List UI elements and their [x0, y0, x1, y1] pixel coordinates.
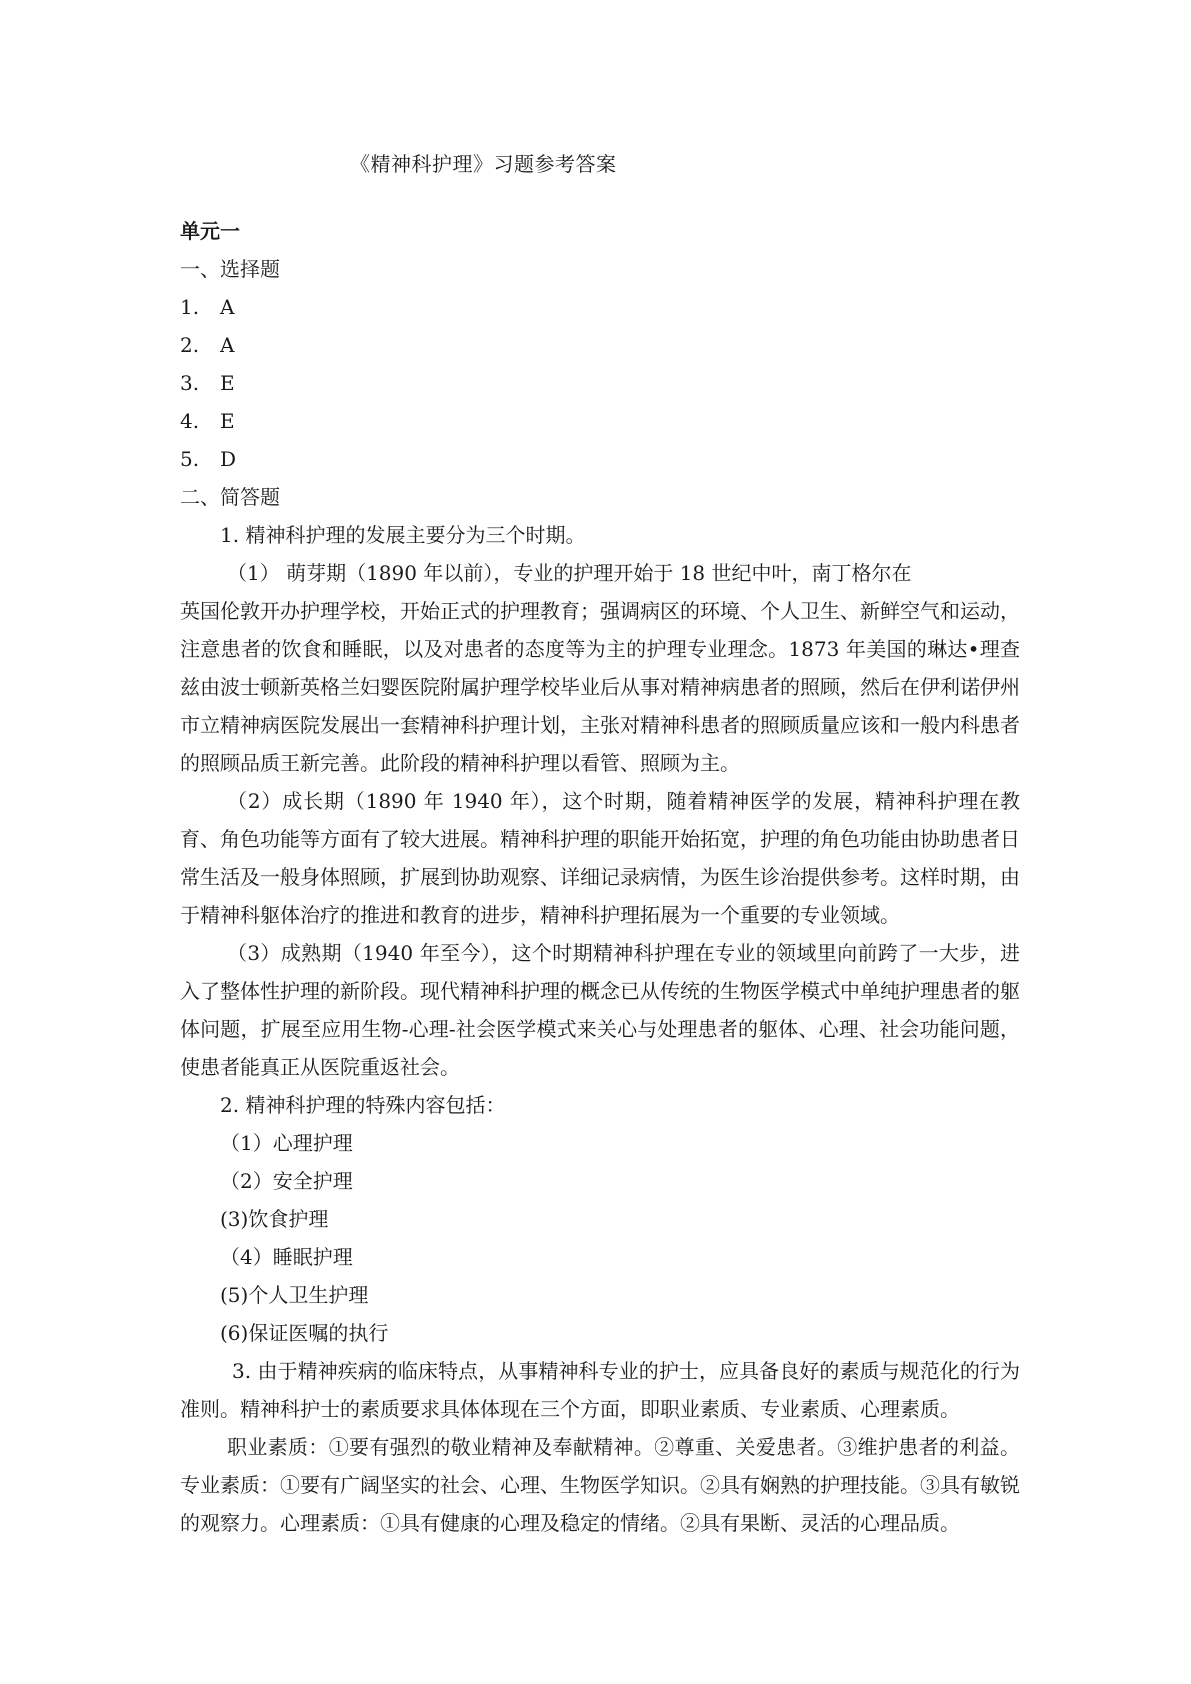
answer-item [180, 440, 1020, 478]
answer-number: 1. [180, 295, 200, 319]
question-1-period-1-body: 英国伦敦开办护理学校，开始正式的护理教育；强调病区的环境、个人卫生、新鲜空气和运动，注意患者的饮食和睡眠，以及对患者的态度等为主的护理专业理念。1873 年美国的琳达•理查兹由波士顿新英格兰妇婴医院附属护理学校毕业后从事对精神病患者的照顾，然后在伊利诺伊州市立精神病医院发展出一套精神科护理计划，主张对精神科患者的照顾质量应该和一般内科患者的照顾品质王新完善。此阶段的精神科护理以看管、照顾为主。 [180, 599, 1020, 775]
question-2-item: （1）心理护理 [220, 1131, 353, 1155]
question-2-item: (3)饮食护理 [220, 1207, 329, 1231]
question-2-item: (5)个人卫生护理 [220, 1283, 369, 1307]
answer-value: E [220, 371, 235, 395]
answer-number: 3. [180, 371, 200, 395]
answer-number: 4. [180, 409, 200, 433]
answer-value: A [220, 333, 235, 357]
section-heading-short-answer: 二、简答题 [180, 485, 280, 509]
document-body [180, 212, 1020, 1542]
question-2-item: (6)保证医嘱的执行 [220, 1321, 389, 1345]
question-2-item: （2）安全护理 [220, 1169, 353, 1193]
document-title: 《精神科护理》习题参考答案 [350, 152, 617, 176]
question-3-intro: 3. 由于精神疾病的临床特点，从事精神科专业的护士，应具备良好的素质与规范化的行为准则。精神科护士的素质要求具体体现在三个方面，即职业素质、专业素质、心理素质。 [180, 1359, 1020, 1421]
section-heading-choice: 一、选择题 [180, 257, 280, 281]
unit-heading: 单元一 [180, 219, 240, 243]
answer-value: E [220, 409, 235, 433]
answer-item [180, 402, 1020, 440]
answer-value: A [220, 295, 235, 319]
answer-value: D [220, 447, 237, 471]
question-2-item: （4）睡眠护理 [220, 1245, 353, 1269]
answer-number: 2. [180, 333, 200, 357]
answer-item [180, 364, 1020, 402]
question-1-period-2: （2）成长期（1890 年 1940 年），这个时期，随着精神医学的发展，精神科护理在教育、角色功能等方面有了较大进展。精神科护理的职能开始拓宽，护理的角色功能由协助患者日常生活及一般身体照顾，扩展到协助观察、详细记录病情，为医生诊治提供参考。这样时期，由于精神科躯体治疗的推进和教育的进步，精神科护理拓展为一个重要的专业领域。 [180, 789, 1020, 927]
question-2-heading: 2. 精神科护理的特殊内容包括： [220, 1093, 506, 1117]
question-1-period-3: （3）成熟期（1940 年至今），这个时期精神科护理在专业的领域里向前跨了一大步，进入了整体性护理的新阶段。现代精神科护理的概念已从传统的生物医学模式中单纯护理患者的躯体问题，扩展至应用生物-心理-社会医学模式来关心与处理患者的躯体、心理、社会功能问题，使患者能真正从医院重返社会。 [180, 941, 1020, 1079]
answer-item [180, 288, 1020, 326]
answer-item [180, 326, 1020, 364]
question-3-qualities: 职业素质：①要有强烈的敬业精神及奉献精神。②尊重、关爱患者。③维护患者的利益。专业素质：①要有广阔坚实的社会、心理、生物医学知识。②具有娴熟的护理技能。③具有敏锐的观察力。心理素质：①具有健康的心理及稳定的情绪。②具有果断、灵活的心理品质。 [180, 1435, 1020, 1535]
answer-number: 5. [180, 447, 200, 471]
question-1-heading: 1. 精神科护理的发展主要分为三个时期。 [220, 523, 586, 547]
question-1-period-1-lead: （1） 萌芽期（1890 年以前），专业的护理开始于 18 世纪中叶，南丁格尔在 [227, 561, 912, 585]
